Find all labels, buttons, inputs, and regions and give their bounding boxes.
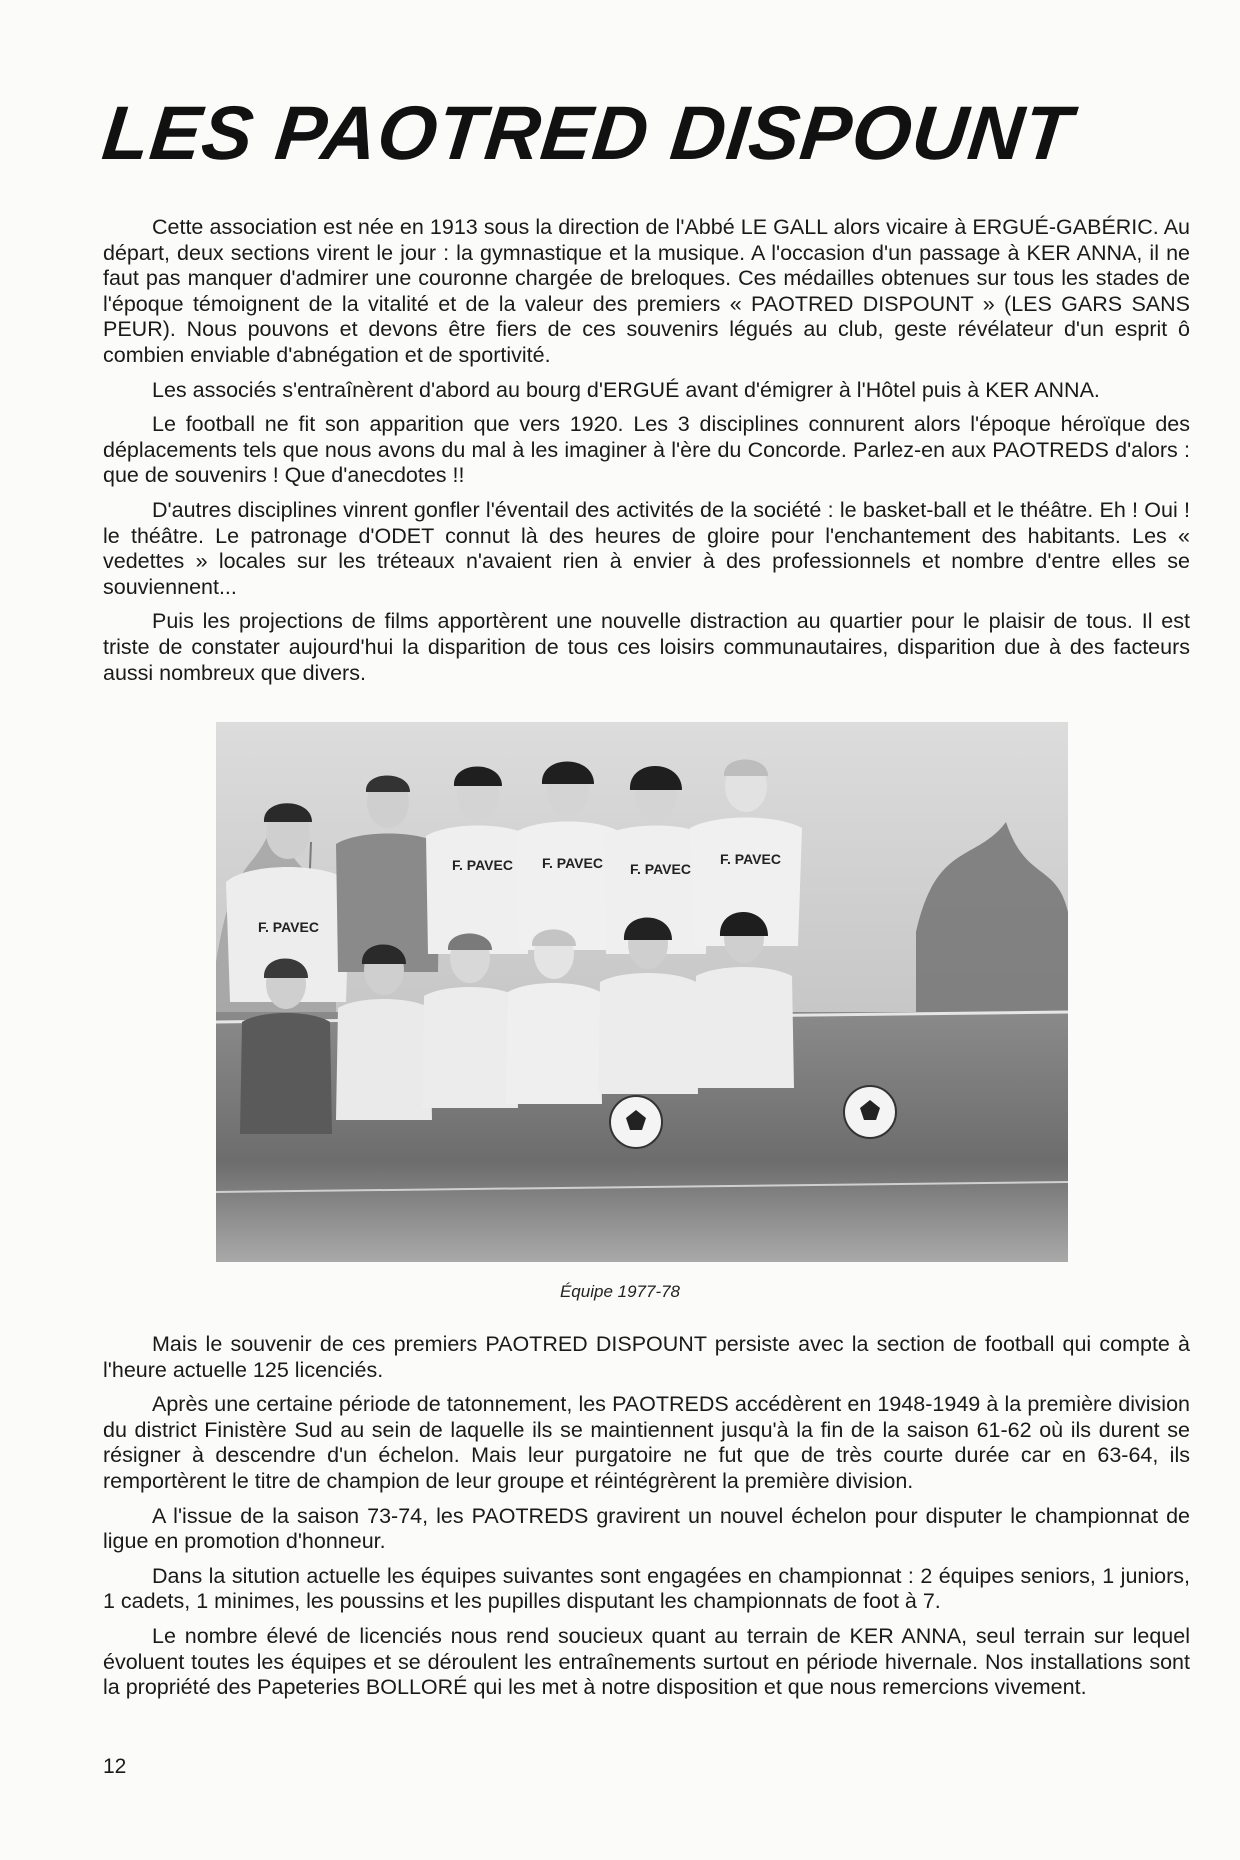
paragraph: D'autres disciplines vinrent gonfler l'éventail des activités de la société : le basket-ball et le théâtre. Eh ! Oui ! le théâtre. Le patronage d'ODET connut là des heures de gloire pour l'enchantement des habitants. Les « vedettes » locales sur les tréteaux n'avaient rien à envier à des professionnels et nombre d'entre elles se souviennent... — [103, 497, 1190, 599]
jersey-label: F. PAVEC — [452, 857, 513, 873]
jersey-label: F. PAVEC — [258, 919, 319, 935]
jersey-label: F. PAVEC — [542, 855, 603, 871]
paragraph: Puis les projections de films apportèrent une nouvelle distraction au quartier pour le plaisir de tous. Il est triste de constater aujourd'hui la disparition de tous ces loisirs communautaires, disparition due à des facteurs aussi nombreux que divers. — [103, 609, 1190, 685]
paragraph: Le football ne fit son apparition que vers 1920. Les 3 disciplines connurent alors l'époque héroïque des déplacements tels que nous avons du mal à les imaginer à l'ère du Concorde. Parlez-en aux PAOTREDS d'alors : que de souvenirs ! Que d'anecdotes !! — [103, 412, 1190, 488]
intro-text — [103, 215, 1190, 695]
page-number: 12 — [103, 1755, 127, 1778]
team-photo — [216, 722, 1068, 1262]
paragraph: Après une certaine période de tatonnement, les PAOTREDS accédèrent en 1948-1949 à la première division du district Finistère Sud au sein de laquelle ils se maintiennent jusqu'à la fin de la saison 61-62 où ils durent se résigner à descendre d'un échelon. Mais leur purgatoire ne fut que de très courte durée car en 63-64, ils remportèrent le titre de champion de leur groupe et réintégrèrent la première division. — [103, 1392, 1190, 1493]
paragraph: Cette association est née en 1913 sous la direction de l'Abbé LE GALL alors vicaire à ERGUÉ-GABÉRIC. Au départ, deux sections virent le jour : la gymnastique et la musique. A l'occasion d'un passage à KER ANNA, il ne faut pas manquer d'admirer une couronne chargée de breloques. Ces médailles obtenues sur tous les stades de l'époque témoignent de la vitalité et de la valeur des premiers « PAOTRED DISPOUNT » (LES GARS SANS PEUR). Nous pouvons et devons être fiers de ces souvenirs légués au club, geste révélateur d'un esprit ô combien enviable d'abnégation et de sportivité. — [103, 215, 1190, 367]
team-photo-illustration — [216, 722, 1068, 1262]
paragraph: Mais le souvenir de ces premiers PAOTRED DISPOUNT persiste avec la section de football qui compte à l'heure actuelle 125 licenciés. — [103, 1332, 1190, 1382]
paragraph: Les associés s'entraînèrent d'abord au bourg d'ERGUÉ avant d'émigrer à l'Hôtel puis à KER ANNA. — [152, 377, 1100, 402]
closing-text — [103, 1332, 1190, 1710]
football — [610, 1096, 662, 1148]
photo-caption: Équipe 1977-78 — [559, 1282, 681, 1301]
jersey-label: F. PAVEC — [630, 861, 691, 877]
paragraph: Le nombre élevé de licenciés nous rend soucieux quant au terrain de KER ANNA, seul terrain sur lequel évoluent toutes les équipes et se déroulent les entraînements surtout en période hivernale. Nos installations sont la propriété des Papeteries BOLLORÉ qui les met à notre disposition et que nous remercions vivement. — [103, 1623, 1190, 1700]
page-title: LES PAOTRED DISPOUNT — [98, 91, 1077, 176]
paragraph: Dans la sitution actuelle les équipes suivantes sont engagées en championnat : 2 équipes seniors, 1 juniors, 1 cadets, 1 minimes, les poussins et les pupilles disputant les championnats de foot à 7. — [103, 1563, 1190, 1614]
jersey-label: F. PAVEC — [720, 851, 781, 867]
football — [844, 1086, 896, 1138]
paragraph: A l'issue de la saison 73-74, les PAOTREDS gravirent un nouvel échelon pour disputer le championnat de ligue en promotion d'honneur. — [103, 1503, 1190, 1554]
